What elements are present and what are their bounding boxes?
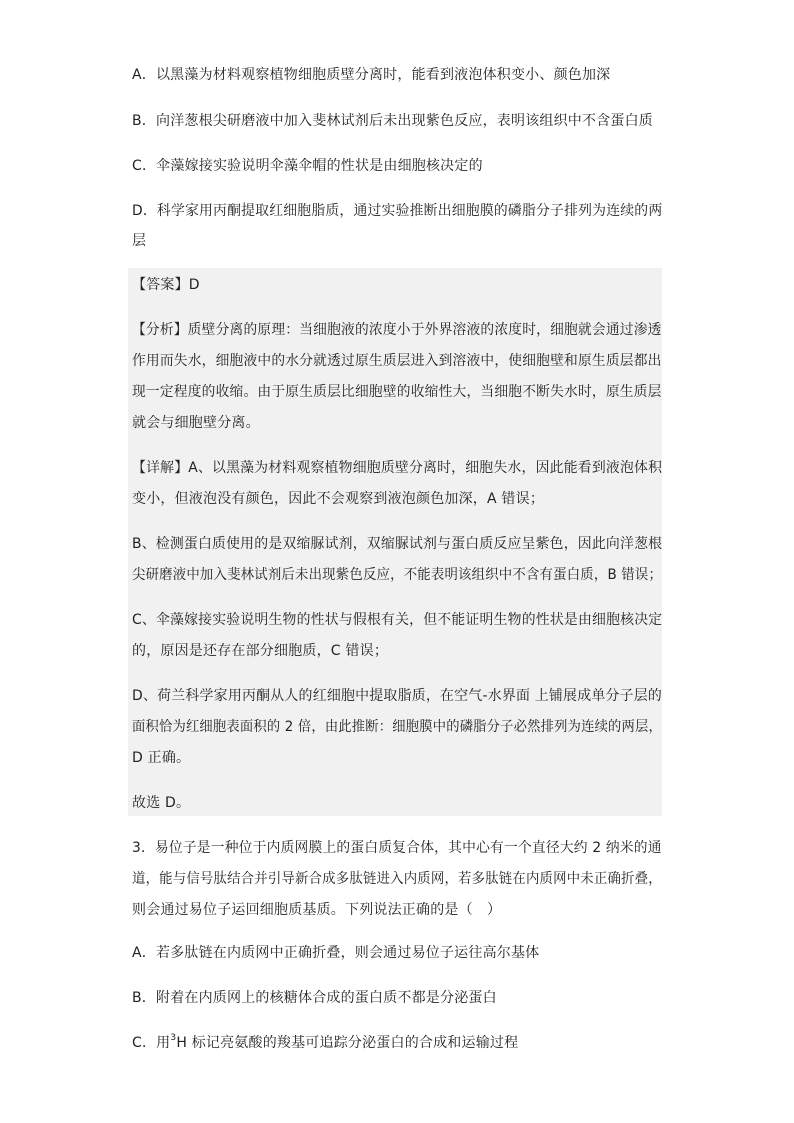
- detail-a: 变小，但液泡没有颜色，因此不会观察到液泡颜色加深，A 错误；: [132, 491, 545, 507]
- detail-d: D 正确。: [132, 750, 191, 766]
- conclusion: 故选 D。: [132, 795, 191, 811]
- analysis-text: 就会与细胞壁分离。: [132, 415, 260, 431]
- answer-label: 【答案】D: [132, 277, 200, 293]
- detail-b: 尖研磨液中加入斐林试剂后未出现紫色反应，不能表明该组织中不含有蛋白质，B 错误；: [132, 567, 663, 583]
- q3-stem: 3．易位子是一种位于内质网膜上的蛋白质复合体，其中心有一个直径大约 2 纳米的通: [132, 840, 662, 856]
- q3-stem: 则会通过易位子运回细胞质基质。下列说法正确的是（ ）: [132, 902, 502, 918]
- isotope-superscript: 3: [170, 1033, 177, 1044]
- q2-option-b: B．向洋葱根尖研磨液中加入斐林试剂后未出现紫色反应，表明该组织中不含蛋白质: [132, 113, 654, 129]
- q3-option-a: A．若多肽链在内质网中正确折叠，则会通过易位子运往高尔基体: [132, 945, 540, 961]
- detail-a: 【详解】A、以黑藻为材料观察植物细胞质壁分离时，细胞失水，因此能看到液泡体积: [132, 460, 663, 476]
- detail-c: 的，原因是还存在部分细胞质，C 错误；: [132, 643, 389, 659]
- analysis-text: 【分析】质壁分离的原理：当细胞液的浓度小于外界溶液的浓度时，细胞就会通过渗透: [132, 322, 662, 338]
- q3-stem: 道，能与信号肽结合并引导新合成多肽链进入内质网，若多肽链在内质网中未正确折叠，: [132, 871, 662, 887]
- q2-option-d-cont: 层: [132, 233, 147, 249]
- q3-option-b: B．附着在内质网上的核糖体合成的蛋白质不都是分泌蛋白: [132, 990, 497, 1006]
- analysis-text: 现一定程度的收缩。由于原生质层比细胞壁的收缩性大，当细胞不断失水时，原生质层: [132, 384, 662, 400]
- q2-option-a: A．以黑藻为材料观察植物细胞质壁分离时，能看到液泡体积变小、颜色加深: [132, 67, 611, 83]
- q2-option-d: D．科学家用丙酮提取红细胞脂质，通过实验推断出细胞膜的磷脂分子排列为连续的两: [132, 203, 663, 219]
- q3-option-c-prefix: C．用: [132, 1035, 171, 1051]
- detail-b: B、检测蛋白质使用的是双缩脲试剂，双缩脲试剂与蛋白质反应呈紫色，因此向洋葱根: [132, 536, 663, 552]
- q2-option-c: C．伞藻嫁接实验说明伞藻伞帽的性状是由细胞核决定的: [132, 158, 483, 174]
- detail-d: 面积恰为红细胞表面积的 2 倍，由此推断：细胞膜中的磷脂分子必然排列为连续的两层，: [132, 719, 663, 735]
- analysis-text: 作用而失水，细胞液中的水分就透过原生质层进入到溶液中，使细胞壁和原生质层都出: [132, 353, 662, 369]
- detail-d: D、荷兰科学家用丙酮从人的红细胞中提取脂质，在空气-水界面 上铺展成单分子层的: [132, 688, 663, 704]
- detail-c: C、伞藻嫁接实验说明生物的性状与假根有关，但不能证明生物的性状是由细胞核决定: [132, 612, 663, 628]
- q3-option-c: [132, 1032, 518, 1054]
- q3-option-c-text: H 标记亮氨酸的羧基可追踪分泌蛋白的合成和运输过程: [176, 1035, 519, 1051]
